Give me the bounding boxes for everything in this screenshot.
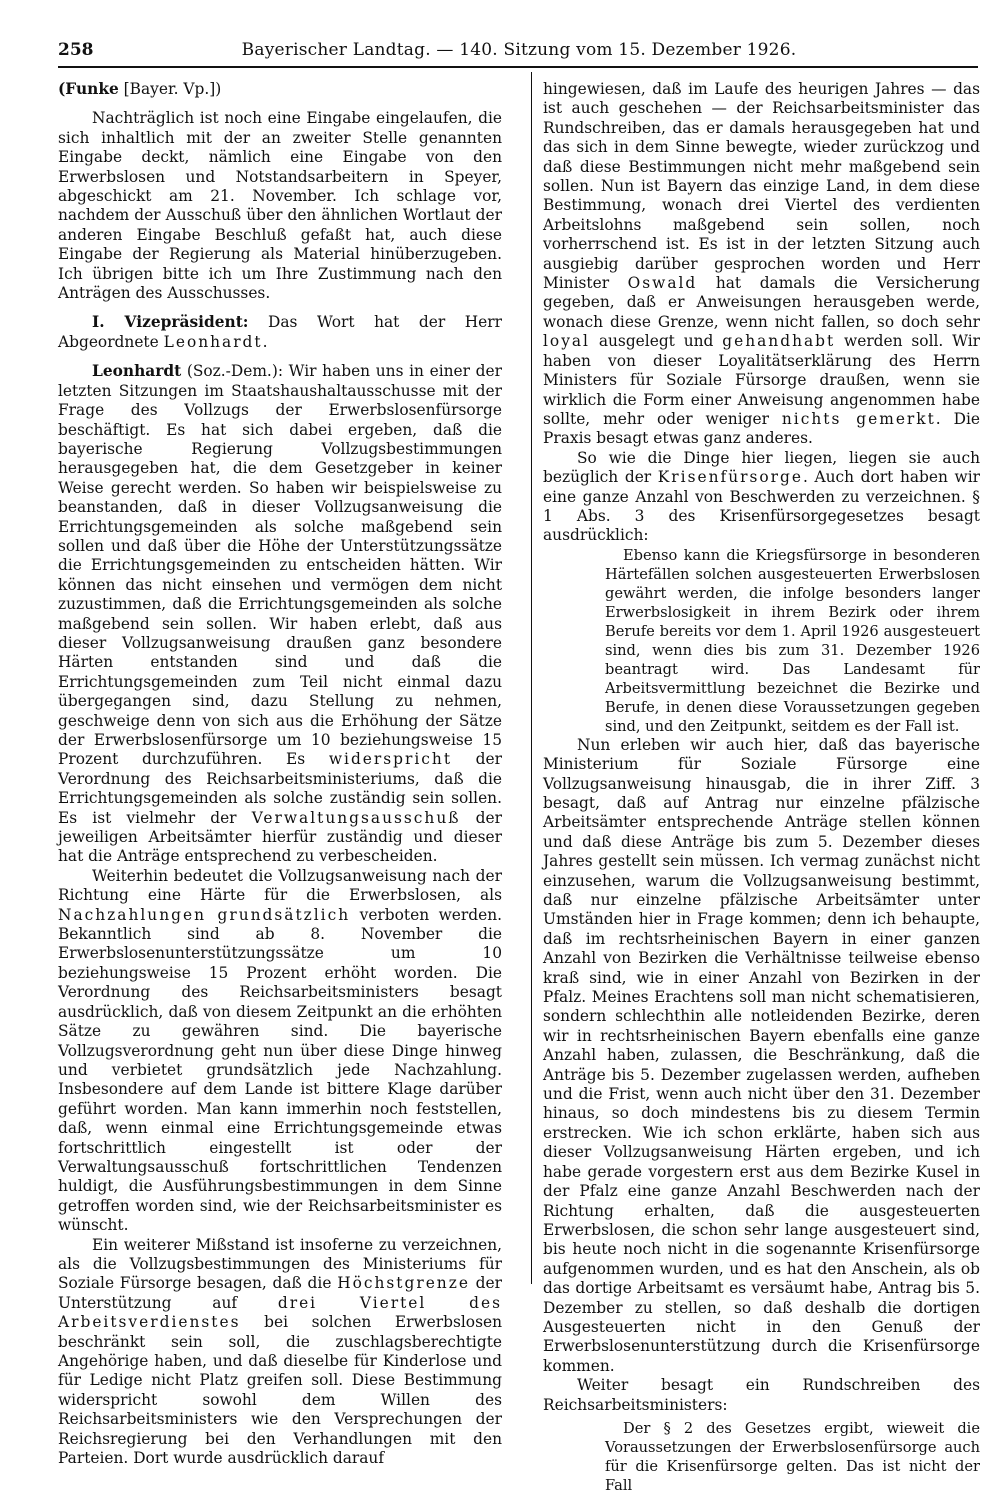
paragraph: Weiter besagt ein Rundschreiben des Reichsarbeitsministers: [543,1376,980,1414]
emphasis: Höchstgrenze [337,1274,470,1293]
emphasis: Nachzahlungen grundsätzlich [58,905,351,924]
left-column [58,80,502,1468]
column-divider [531,72,532,1284]
text-run: hingewiesen, daß im Laufe des heurigen Jahres — das ist auch geschehen — der Reichsarbeitsminister das Rundschreiben, das er damals herausgegeben hat und das sich in dem Sinne bewegte, wieder zurückzog und daß diese Bestimmungen nicht mehr maßgebend sein sollen. Nun ist Bayern das einzige Land, in dem diese Bestimmung, wonach drei Viertel des verdienten Arbeitslohns maßgebend sein sollen, noch vorherrschend ist. Es ist in der letzten Sitzung auch ausgiebig darüber gesprochen worden und Herr Minister [543,80,980,293]
text-run: . Die Praxis besagt etwas ganz anderes. [543,409,980,448]
text-run: ausgelegt und [589,332,723,351]
text-run: . [262,332,268,351]
paragraph [58,362,502,867]
text-run: (Soz.-Dem.): Wir haben uns in einer der letzten Sitzungen im Staatshaushaltausschusse mit der Frage des Vollzugs der Erwerbslosenfürsorge beschäftigt. Es hat sich dabei ergeben, daß die bayerische Regierung Vollzugsbestimmungen herausgegeben hat, die dem Gesetzgeber in keiner Weise gerecht werden. So haben wir beispielsweise zu beanstanden, daß in dieser Vollzugsanweisung die Errichtungsgemeinden als solche maßgebend sein sollen und daß über die Höhe der Unterstützungssätze die Errichtungsgemeinden zu entscheiden hätten. Wir können das nicht einsehen und vermögen dem nicht zuzustimmen, daß die Errichtungsgemeinden als solche maßgebend sein sollen. Wir haben erlebt, daß aus dieser Vollzugsanweisung draußen ganz besondere Härten entstanden sind und daß die Errichtungsgemeinden zum Teil nicht einmal dazu übergegangen sind, dazu Stellung zu nehmen, geschweige denn von sich aus die Erhöhung der Sätze der Erwerbslosenfürsorge um 10 beziehungsweise 15 Prozent durchzuführen. Es [58,362,502,769]
speaker-name: (Funke [58,80,119,98]
emphasis: widerspricht [328,750,453,769]
text-run: bei solchen Erwerbslosen beschränkt sein soll, die zuschlagsberechtigte Angehörige haben, und daß dieselbe für Kinderlose und für Ledige nicht Platz greifen soll. Diese Bestimmung widerspricht sowohl dem Willen des Reichsarbeitsministers wie den Versprechungen der Reichsregierung bei den Verhandlungen mit den Parteien. Dort wurde ausdrücklich darauf [58,1313,502,1468]
speaker-name: I. Vizepräsident: [92,313,249,332]
paragraph: Nachträglich ist noch eine Eingabe eingelaufen, die sich inhaltlich mit der an zweiter Stelle genannten Eingabe deckt, nämlich eine Eingabe von den Erwerbslosen und Notstandsarbeitern in Speyer, abgeschickt am 21. November. Ich schlage vor, nachdem der Ausschuß über den ähnlichen Wortlaut der anderen Eingabe Beschluß gefaßt hat, auch diese Eingabe der Regierung als Material hinüberzugeben. Ich übrigen bitte ich um Ihre Zustimmung nach den Anträgen des Ausschusses. [58,109,502,303]
emphasis: drei Viertel des Arbeitsverdienstes [58,1293,502,1332]
text-run: Das Wort hat der Herr Abgeordnete [58,313,502,351]
paragraph [543,80,980,449]
header-rule [58,66,978,68]
speaker-party: [Bayer. Vp.]) [118,80,222,98]
text-run: der jeweiligen Arbeitsämter hierfür zuständig und dieser hat die Anträge entsprechend zu verbescheiden. [58,808,502,866]
quote-text: Ebenso kann die Kriegsfürsorge in besonderen Härtefällen solchen ausgesteuerten Erwerbslosen gewährt werden, die infolge besonders langer Erwerbslosigkeit in ihrem Bezirk oder ihrem Berufe bereits vor dem 1. April 1926 ausgesteuert sind, wenn dies bis zum 31. Dezember 1926 beantragt wird. Das Landesamt für Arbeitsvermittlung bezeichnet die Bezirke und Berufe, in denen diese Voraussetzungen gegeben sind, und den Zeitpunkt, seitdem es der Fall ist. [605,546,980,735]
paragraph [543,449,980,546]
text-run: Ein weiterer Mißstand ist insoferne zu verzeichnen, als die Vollzugsbestimmungen des Ministeriums für Soziale Fürsorge besagen, daß die [58,1235,502,1293]
emphasis: Krisenfürsorge [657,468,803,487]
quotation [605,546,980,736]
emphasis: loyal [543,332,590,351]
emphasis: Verwaltungsausschuß [251,808,461,827]
running-head: Bayerischer Landtag. — 140. Sitzung vom 15. Dezember 1926. [241,40,797,60]
paragraph [58,867,502,1236]
paragraph [58,1236,502,1469]
text-run: der Verordnung des Reichsarbeitsministeriums, daß die Errichtungsgemeinden als solche zuständig sein sollen. Es ist vielmehr der [58,750,502,827]
page-header [58,40,980,64]
text-run: So wie die Dinge hier liegen, liegen sie auch bezüglich der [543,448,980,487]
emphasis: nichts gemerkt [781,409,936,428]
text-run: der Unterstützung auf [58,1274,502,1312]
speaker-line-funke [58,80,502,99]
quote-text: Der § 2 des Gesetzes ergibt, wieweit die Voraussetzungen der Erwerbslosenfürsorge auch für die Krisenfürsorge gelten. Das ist nicht der Fall [605,1419,980,1494]
spaced-name: Leonhardt [163,332,263,351]
speaker-name: Leonhardt [92,362,182,381]
page-number: 258 [58,40,94,60]
emphasis: gehandhabt [722,332,836,351]
right-column [543,80,980,1495]
text-run: hat damals die Versicherung gegeben, daß er Anweisungen herausgeben werde, wonach diese Grenze, wenn nicht fallen, so doch sehr [543,274,980,331]
paragraph: Nun erleben wir auch hier, daß das bayerische Ministerium für Soziale Fürsorge eine Vollzugsanweisung hinausgab, die in ihrer Ziff. 3 besagt, daß auf Antrag nur einzelne pfälzische Arbeitsämter entsprechende Anträge stellen können und daß diese Anträge bis zum 5. Dezember dieses Jahres gestellt sein müssen. Ich vermag zunächst nicht einzusehen, warum die Vollzugsanweisung bestimmt, daß nur einzelne pfälzische Arbeitsämter unter Umständen hier in Frage kommen; denn ich behaupte, daß im rechtsrheinischen Bayern in einer ganzen Anzahl von Bezirken die Verhältnisse teilweise ebenso kraß sind, wie in einer Anzahl von Bezirken in der Pfalz. Meines Erachtens soll man nicht schematisieren, sondern schlechthin alle notleidenden Bezirke, deren wir in rechtsrheinischen Bayern ebenfalls eine ganze Anzahl haben, zulassen, die Beschränkung, daß die Anträge bis 5. Dezember zugelassen werden, aufheben und die Frist, wenn auch nicht über den 31. Dezember hinaus, so doch mindestens bis zu diesem Termin erstrecken. Wie ich schon erklärte, haben sich aus dieser Vollzugsanweisung Härten ergeben, und ich habe gerade vorgestern erst aus dem Bezirke Kusel in der Pfalz eine ganze Anzahl Beschwerden nach der Richtung erhalten, daß die ausgesteuerten Erwerbslosen, die schon sehr lange ausgesteuert sind, bis heute noch nicht in die sogenannte Krisenfürsorge aufgenommen wurden, und es hat den Anschein, als ob das dortige Arbeitsamt es versäumt habe, Antrag bis 5. Dezember zu stellen, so daß deshalb die dortigen Ausgesteuerten nicht in den Genuß der Erwerbslosenunterstützung durch die Krisenfürsorge kommen. [543,735,980,1375]
text-run: werden soll. Wir haben von dieser Loyalitätserklärung des Herrn Ministers für Soziale Fürsorge draußen, wenn sie wirklich die Form einer Anweisung angenommen habe sollte, mehr oder weniger [543,332,980,428]
paragraph [58,313,502,352]
text-run: Weiterhin bedeutet die Vollzugsanweisung nach der Richtung eine Härte für die Erwerbslosen, als [58,866,502,905]
quotation [605,1419,980,1495]
text-run: . Auch dort haben wir eine ganze Anzahl von Beschwerden zu verzeichnen. § 1 Abs. 3 des Krisenfürsorgegesetzes besagt ausdrücklich: [543,468,981,545]
spaced-name: Oswald [627,274,698,293]
text-run: verboten werden. Bekanntlich sind ab 8. November die Erwerbslosenunterstützungssätze um 10 beziehungsweise 15 Prozent erhöht worden. Die Verordnung des Reichsarbeitsministers besagt ausdrücklich, daß von diesem Zeitpunkt an die erhöhten Sätze zu gewähren sind. Die bayerische Vollzugsverordnung geht nun über diese Dinge hinweg und verbietet grundsätzlich jede Nachzahlung. Insbesondere auf dem Lande ist bittere Klage darüber geführt worden. Man kann immerhin noch feststellen, daß, wenn einmal eine Errichtungsgemeinde etwas fortschrittlich eingestellt ist oder der Verwaltungsausschuß fortschrittlichen Tendenzen huldigt, die Ausführungsbestimmungen in dem Sinne getroffen worden sind, wie der Reichsarbeitsminister es wünscht. [58,905,503,1235]
